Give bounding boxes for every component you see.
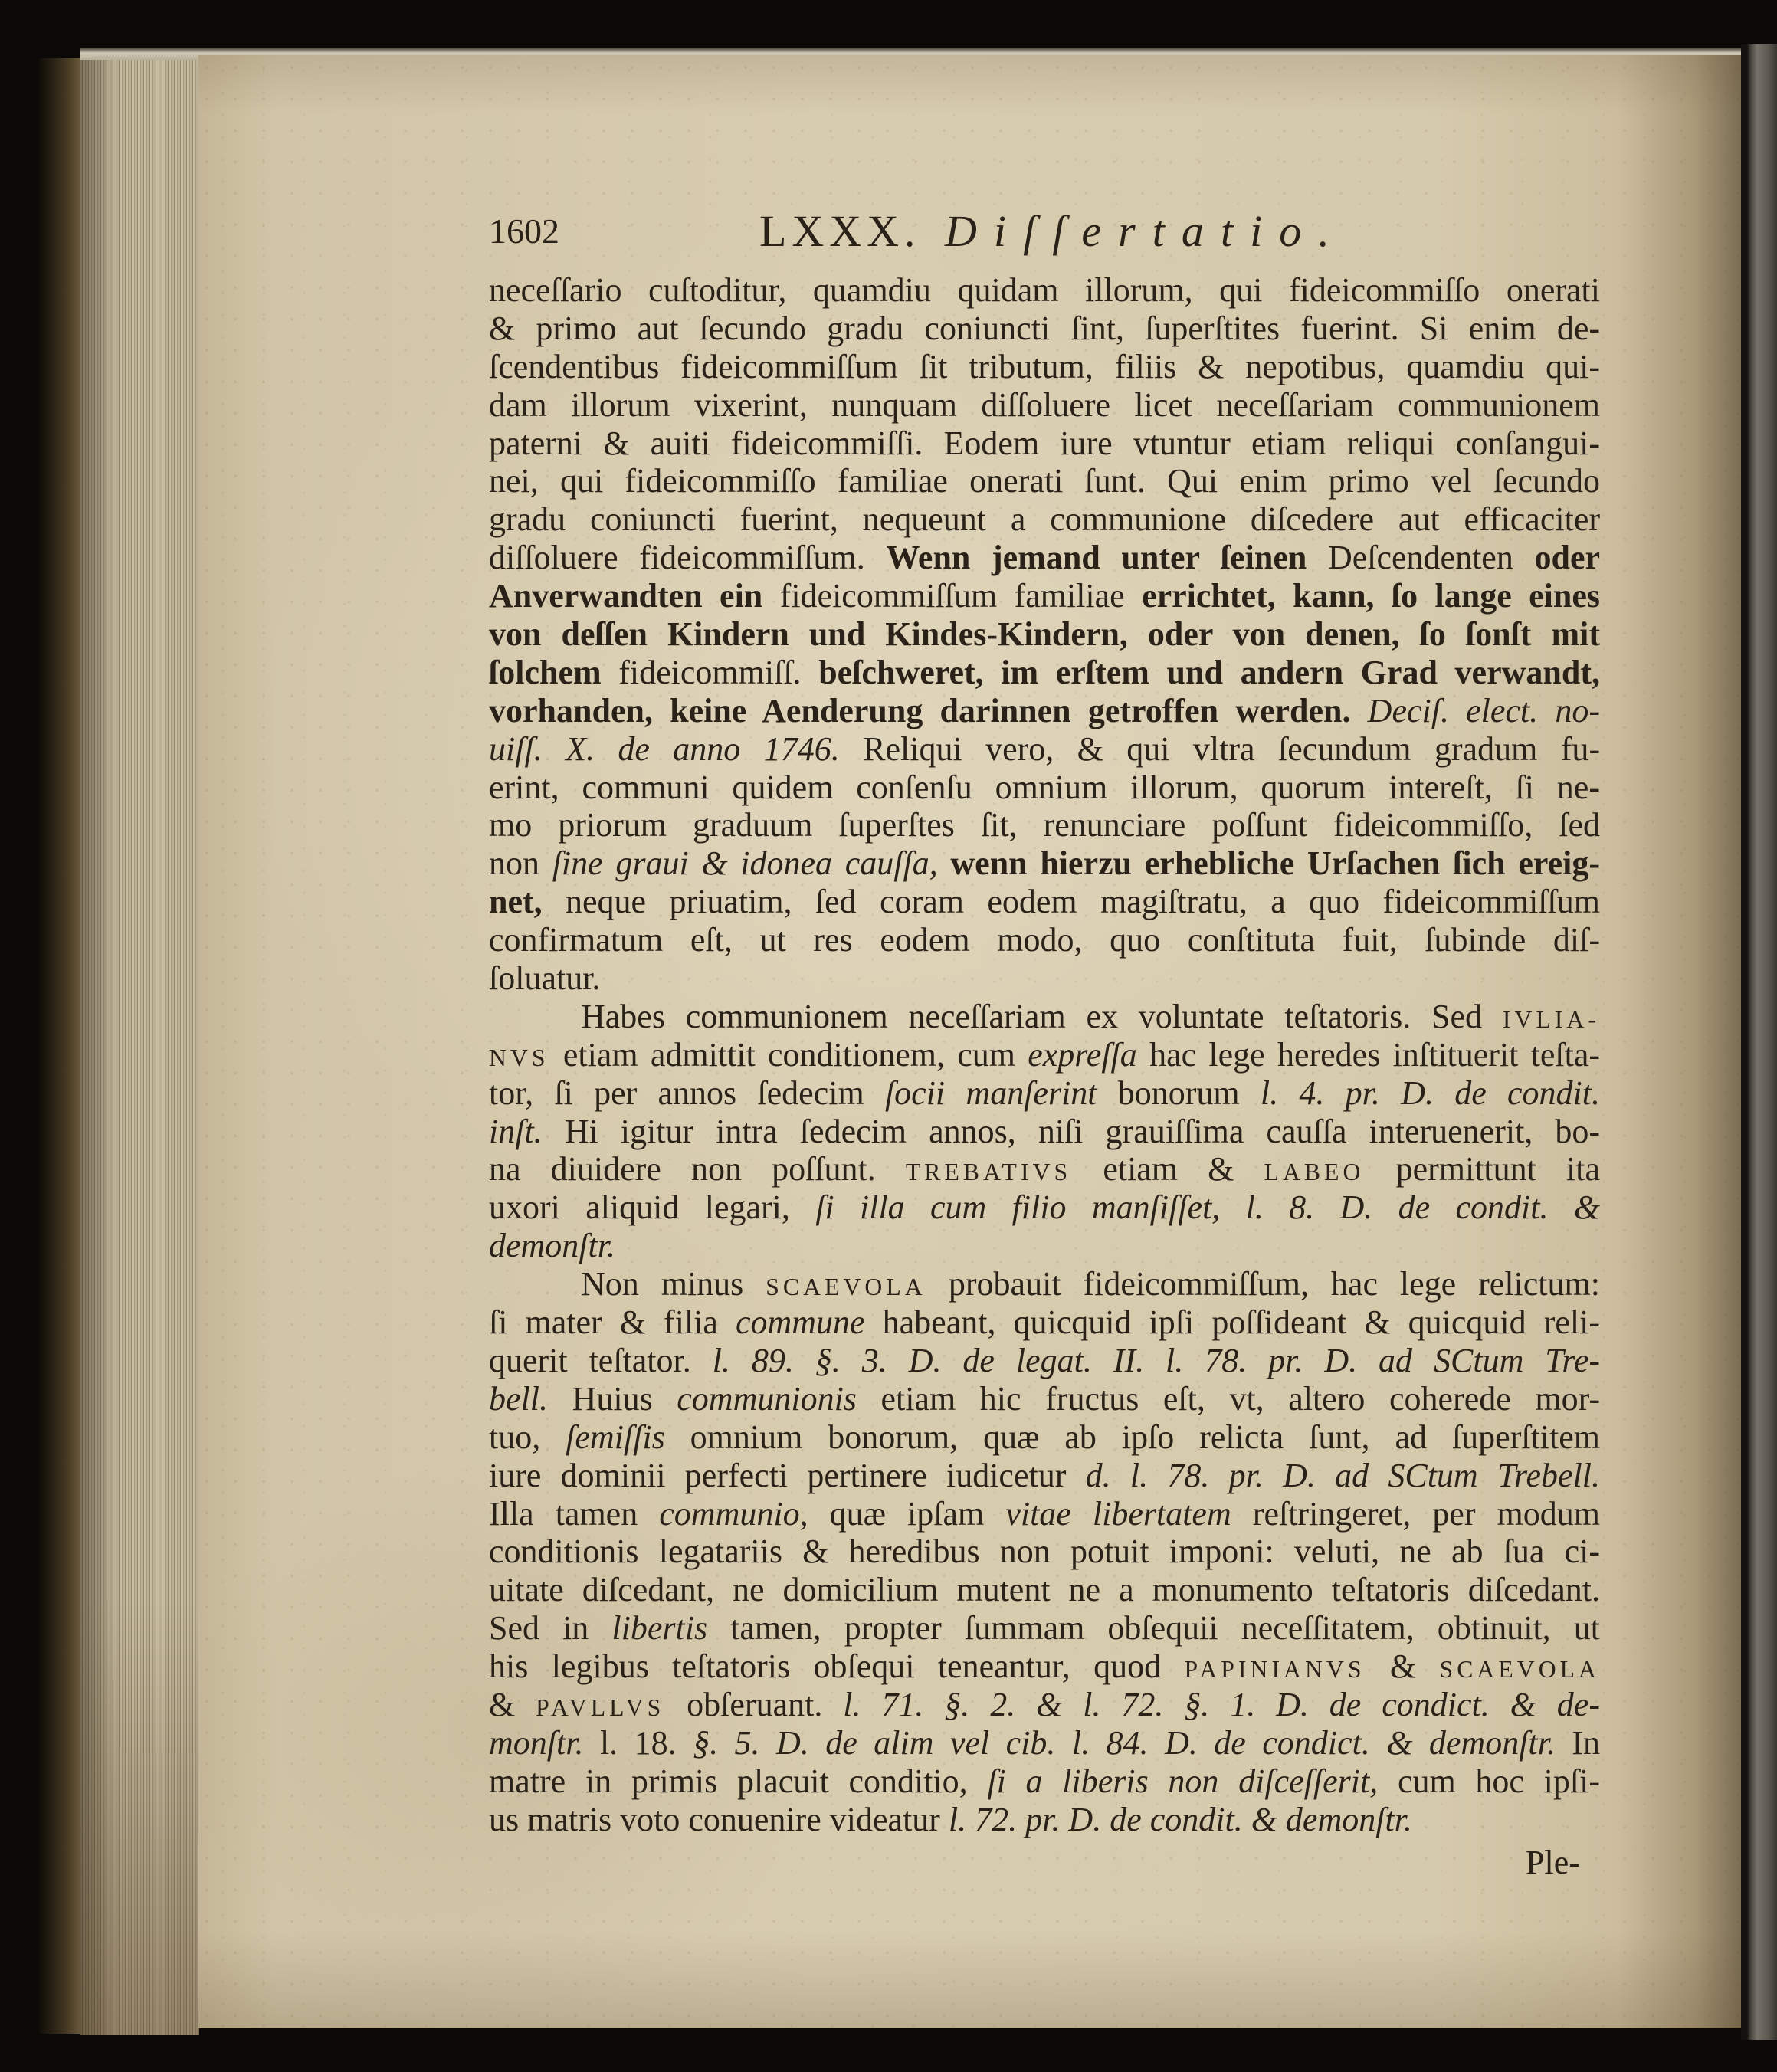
italic-run: libertis xyxy=(611,1609,731,1647)
text-run: Reliqui vero, & qui vltra ſecundum gradum fu- xyxy=(863,729,1600,768)
italic-run: Deciſ. elect. no- xyxy=(1367,691,1600,729)
text-run: Non minus xyxy=(581,1265,766,1303)
text-run: bonorum xyxy=(1117,1074,1261,1112)
text-run: ſoluatur. xyxy=(489,959,601,998)
german-run: net, xyxy=(489,883,566,921)
text-line xyxy=(489,1801,1600,1839)
text-line xyxy=(489,271,1600,310)
text-run: etiam hic fructus eſt, vt, altero coherede mor- xyxy=(880,1379,1600,1418)
text-line xyxy=(489,1495,1600,1533)
german-run: Wenn jemand unter ſeinen xyxy=(886,539,1328,577)
text-run: non xyxy=(489,844,552,883)
german-run: wenn hierzu erhebliche Urſachen ſich ereig- xyxy=(950,844,1600,883)
text-run: , quæ ipſam xyxy=(799,1494,1006,1533)
text-line xyxy=(489,1227,1600,1265)
text-line xyxy=(489,1113,1600,1151)
german-run: von deſſen Kindern und Kindes-Kindern, oder von denen, ſo ſonſt mit xyxy=(489,615,1600,654)
name-run: PAPINIANVS xyxy=(1184,1656,1390,1684)
paragraph xyxy=(489,1265,1600,1838)
text-run: uitate diſcedant, ne domicilium mutent ne a monumento teſtatoris diſcedant. xyxy=(489,1571,1600,1609)
catchword: Ple- xyxy=(1526,1844,1580,1881)
text-run: uxori aliquid legari, xyxy=(489,1188,816,1227)
italic-run: ſine graui & idonea cauſſa, xyxy=(552,844,951,883)
italic-run: inſt. xyxy=(489,1112,565,1150)
text-run: hac lege heredes inſtituerit teſta- xyxy=(1149,1035,1600,1074)
paragraph xyxy=(489,271,1600,998)
text-run: ſcendentibus fideicommiſſum ſit tributum, filiis & nepotibus, quamdiu qui- xyxy=(489,347,1600,385)
text-run: ſi mater & filia xyxy=(489,1303,736,1342)
text-run: confirmatum eſt, ut res eodem modo, quo conſtituta fuit, ſubinde diſ- xyxy=(489,921,1600,959)
text-run: diſſoluere fideicommiſſum. xyxy=(489,539,887,577)
text-line xyxy=(489,577,1600,615)
italic-run: ſi a liberis non diſceſſerit, xyxy=(987,1762,1398,1800)
text-run: obſeruant. xyxy=(687,1685,844,1723)
facing-page-edge xyxy=(1741,44,1777,2040)
text-run: neceſſario cuſtoditur, quamdiu quidam illorum, qui fideicommiſſo onerati xyxy=(489,271,1600,309)
text-run: In xyxy=(1572,1723,1600,1762)
text-line xyxy=(489,883,1600,921)
text-line xyxy=(489,310,1600,348)
text-line xyxy=(489,1686,1600,1724)
text-run: dam illorum vixerint, nunquam diſſoluere licet neceſſariam communionem xyxy=(489,385,1600,424)
text-run: tor, ſi per annos ſedecim xyxy=(489,1074,885,1112)
text-line xyxy=(489,539,1600,577)
text-run: & primo aut ſecundo gradu coniuncti ſint, ſuperſtites fuerint. Si enim de- xyxy=(489,309,1600,347)
text-line xyxy=(489,1457,1600,1495)
name-run: SCAEVOLA xyxy=(1439,1656,1600,1684)
text-run: fideicommiſſum familiae xyxy=(779,577,1143,615)
text-line xyxy=(489,1380,1600,1418)
german-run: errichtet, kann, ſo lange eines xyxy=(1142,577,1600,615)
text-line xyxy=(489,1303,1600,1342)
german-run: vorhanden, keine Aenderung darinnen getroffen werden. xyxy=(489,691,1368,729)
text-run: neque priuatim, ſed coram eodem magiſtratu, a quo fideicommiſſum xyxy=(566,883,1600,921)
text-line xyxy=(489,1150,1600,1188)
text-run: & xyxy=(1389,1647,1440,1686)
text-run: erint, communi quidem conſenſu omnium illorum, quorum intereſt, ſi ne- xyxy=(489,768,1600,806)
text-run: nei, qui fideicommiſſo familiae onerati ſunt. Qui enim primo vel ſecundo xyxy=(489,462,1600,500)
italic-run: monſtr. xyxy=(489,1723,600,1762)
text-line xyxy=(489,500,1600,539)
italic-run: bell. xyxy=(489,1379,572,1418)
text-line xyxy=(489,1188,1600,1227)
text-line xyxy=(489,1036,1600,1074)
text-line xyxy=(489,730,1600,769)
text-run: iure dominii perfecti pertinere iudicetur xyxy=(489,1456,1086,1494)
name-run: SCAEVOLA xyxy=(766,1274,949,1301)
text-run: gradu coniuncti fuerint, nequeunt a communione diſcedere aut efficaciter xyxy=(489,500,1600,539)
text-run: l. 18. xyxy=(599,1723,693,1762)
dissertation-number: LXXX. xyxy=(759,206,921,256)
text-run: tuo, xyxy=(489,1418,566,1456)
text-line xyxy=(489,1342,1600,1380)
text-run: fideicommiſſ. xyxy=(618,653,819,691)
italic-run: ſemiſſis xyxy=(566,1418,690,1456)
text-run: omnium bonorum, quæ ab ipſo relicta ſunt, ad ſuperſtitem xyxy=(690,1418,1600,1456)
book-binding xyxy=(38,58,81,2034)
text-run: permittunt ita xyxy=(1395,1150,1600,1188)
body-text xyxy=(489,271,1600,1839)
italic-run: communio xyxy=(659,1494,800,1533)
italic-run: l. 89. §. 3. D. de legat. II. l. 78. pr. D. ad SCtum Tre- xyxy=(712,1341,1600,1379)
text-run: conditionis legatariis & heredibus non potuit imponi: veluti, ne ab ſua ci- xyxy=(489,1533,1600,1571)
text-line xyxy=(489,462,1600,500)
text-line xyxy=(489,1762,1600,1801)
text-run: reſtringeret, per modum xyxy=(1252,1494,1600,1533)
text-run: his legibus teſtatoris obſequi teneantur, quod xyxy=(489,1647,1185,1686)
german-run: Anverwandten ein xyxy=(489,577,780,615)
italic-run: communionis xyxy=(677,1379,881,1418)
italic-run: ſi illa cum filio manſiſſet, l. 8. D. de condit. & xyxy=(815,1188,1600,1227)
text-line xyxy=(489,654,1600,692)
text-line xyxy=(489,844,1600,883)
italic-run: ſocii manſerint xyxy=(884,1074,1118,1112)
text-line xyxy=(489,348,1600,386)
text-line xyxy=(489,1533,1600,1571)
text-line xyxy=(489,1418,1600,1457)
page-number: 1602 xyxy=(489,211,559,251)
text-run: paterni & auiti fideicommiſſi. Eodem iure vtuntur etiam reliqui conſangui- xyxy=(489,424,1600,462)
text-run: cum hoc ipſi- xyxy=(1397,1762,1600,1800)
text-run: habeant, quicquid ipſi poſſideant & quicquid reli- xyxy=(882,1303,1600,1342)
text-run: tamen, propter ſummam obſequii neceſſitatem, obtinuit, ut xyxy=(730,1609,1600,1647)
german-run: oder xyxy=(1534,539,1600,577)
text-run: querit teſtator. xyxy=(489,1341,713,1379)
italic-run: uiſſ. X. de anno 1746. xyxy=(489,729,864,768)
name-run: TREBATIVS xyxy=(905,1159,1103,1186)
text-run: etiam & xyxy=(1103,1150,1264,1188)
italic-run: demonſtr. xyxy=(489,1227,615,1265)
text-run: Sed in xyxy=(489,1609,612,1647)
text-line xyxy=(489,1647,1600,1686)
text-line xyxy=(489,692,1600,730)
text-run: matre in primis placuit conditio, xyxy=(489,1762,988,1800)
text-line xyxy=(489,386,1600,425)
text-run: na diuidere non poſſunt. xyxy=(489,1150,906,1188)
text-line xyxy=(489,1609,1600,1647)
text-line xyxy=(489,959,1600,998)
name-run: PAVLLVS xyxy=(536,1693,687,1721)
text-run: etiam admittit conditionem, cum xyxy=(562,1035,1028,1074)
book-page xyxy=(198,55,1741,2028)
text-line xyxy=(489,806,1600,844)
text-line xyxy=(489,1571,1600,1609)
text-run: Habes communionem neceſſariam ex voluntate teſtatoris. Sed xyxy=(581,997,1503,1035)
italic-run: d. l. 78. pr. D. ad SCtum Trebell. xyxy=(1085,1456,1600,1494)
text-line xyxy=(489,769,1600,807)
text-run: Huius xyxy=(572,1379,677,1418)
text-line xyxy=(489,1724,1600,1762)
paragraph xyxy=(489,998,1600,1265)
german-run: beſchweret, im erſtem und andern Grad verwandt, xyxy=(818,653,1600,691)
name-run: IVLIA- xyxy=(1502,1005,1600,1033)
text-line xyxy=(489,615,1600,654)
text-run: Hi igitur intra ſedecim annos, niſi grauiſſima cauſſa interuenerit, bo- xyxy=(564,1112,1600,1150)
german-run: ſolchem xyxy=(489,653,619,691)
text-run: Illa tamen xyxy=(489,1494,660,1533)
text-line xyxy=(489,1265,1600,1303)
text-run: mo priorum graduum ſuperſtes ſit, renunciare poſſunt fideicommiſſo, ſed xyxy=(489,806,1600,844)
italic-run: commune xyxy=(735,1303,883,1342)
text-run: us matris voto conuenire videatur xyxy=(489,1800,949,1838)
text-run: Deſcendenten xyxy=(1327,539,1535,577)
name-run: LABEO xyxy=(1264,1159,1396,1186)
text-run: & xyxy=(489,1685,536,1723)
page-stack-edges xyxy=(80,52,199,2035)
text-line xyxy=(489,1074,1600,1113)
italic-run: expreſſa xyxy=(1028,1035,1150,1074)
text-run: probauit fideicommiſſum, hac lege relictum: xyxy=(948,1265,1600,1303)
text-line xyxy=(489,921,1600,959)
name-run: NVS xyxy=(489,1044,563,1071)
italic-run: §. 5. D. de alim vel cib. l. 84. D. de condict. & demonſtr. xyxy=(693,1723,1572,1762)
italic-run: vitae libertatem xyxy=(1005,1494,1253,1533)
text-line xyxy=(489,998,1600,1036)
running-title: Diſſertatio. xyxy=(945,206,1346,256)
italic-run: l. 72. pr. D. de condit. & demonſtr. xyxy=(948,1800,1412,1838)
italic-run: l. 71. §. 2. & l. 72. §. 1. D. de condict. & de- xyxy=(843,1685,1600,1723)
text-line xyxy=(489,425,1600,463)
italic-run: l. 4. pr. D. de condit. xyxy=(1260,1074,1600,1112)
